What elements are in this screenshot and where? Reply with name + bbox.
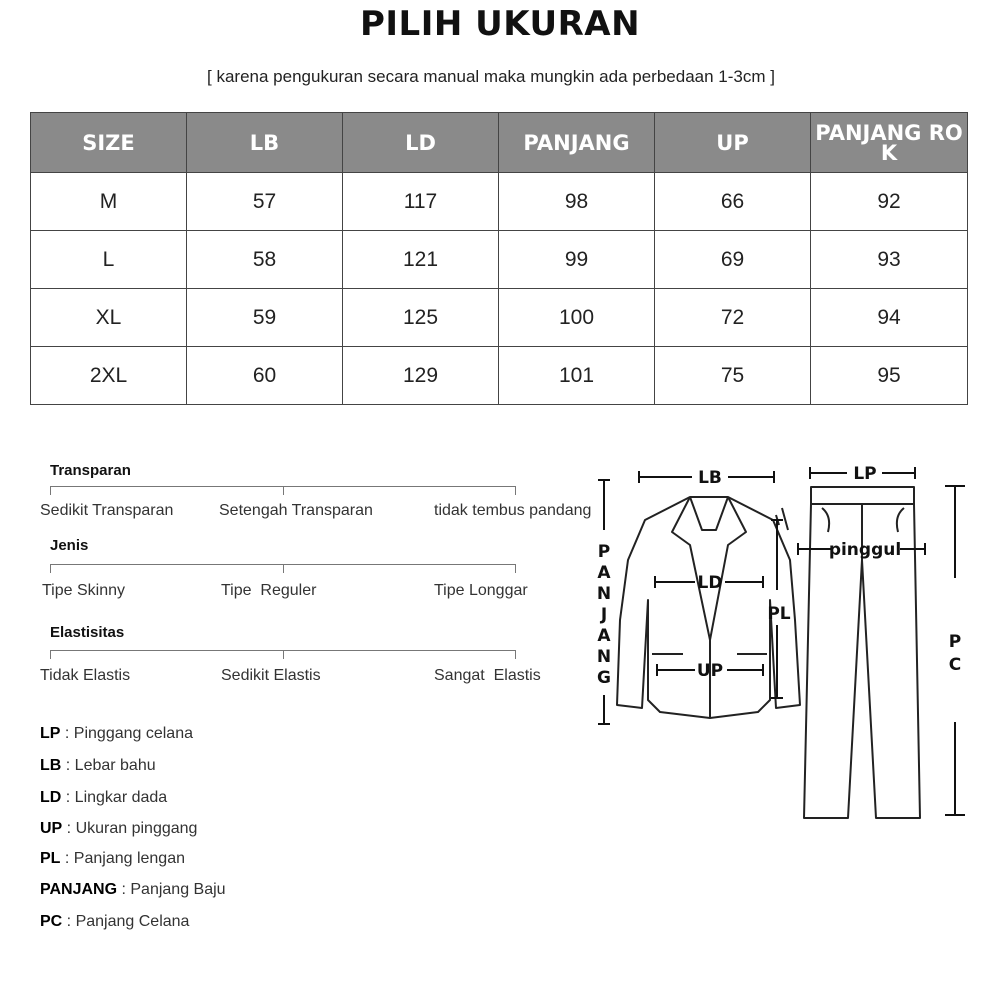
scale-tick (283, 650, 284, 659)
lb-label: LB (698, 468, 722, 488)
page-title: PILIH UKURAN (359, 4, 641, 44)
scale-tick (283, 564, 284, 573)
table-cell: 100 (499, 289, 655, 347)
scale-option-longgar: Tipe Longgar (434, 582, 528, 599)
table-cell: 94 (811, 289, 968, 347)
legend-item-pl: PL : Panjang lengan (40, 850, 185, 867)
legend-item-lp: LP : Pinggang celana (40, 725, 193, 742)
table-cell: 60 (187, 347, 343, 405)
trouser-outline (804, 487, 920, 818)
legend-item-ld: LD : Lingkar dada (40, 789, 168, 806)
table-cell: 59 (187, 289, 343, 347)
table-cell: 72 (655, 289, 811, 347)
table-cell: 101 (499, 347, 655, 405)
svg-text:A: A (597, 626, 611, 646)
table-cell: 69 (655, 231, 811, 289)
table-cell: 92 (811, 173, 968, 231)
svg-text:P: P (948, 632, 962, 652)
legend-item-panjang: PANJANG : Panjang Baju (40, 881, 226, 898)
lp-label: LP (853, 464, 877, 484)
table-cell: 93 (811, 231, 968, 289)
table-row (31, 173, 968, 231)
table-cell: 99 (499, 231, 655, 289)
table-header-row (31, 113, 968, 173)
svg-text:P: P (597, 542, 611, 562)
header-ld: LD (343, 113, 499, 173)
svg-text:N: N (596, 647, 612, 667)
scale-tick (515, 650, 516, 659)
table-cell: L (31, 231, 187, 289)
table-cell: XL (31, 289, 187, 347)
table-cell: 95 (811, 347, 968, 405)
legend-item-lb: LB : Lebar bahu (40, 757, 156, 774)
scale-tick (50, 564, 51, 573)
pc-label (949, 632, 961, 675)
header-lb: LB (187, 113, 343, 173)
table-row (31, 289, 968, 347)
scale-tick (50, 650, 51, 659)
svg-text:A: A (597, 563, 611, 583)
header-panjang-rok: PANJANG ROK (811, 113, 968, 173)
legend-item-up: UP : Ukuran pinggang (40, 820, 198, 837)
scale-option-tidak-tembus-pandang: tidak tembus pandang (434, 502, 592, 519)
scale-option-skinny: Tipe Skinny (42, 582, 125, 599)
table-cell: 66 (655, 173, 811, 231)
scale-title-transparan: Transparan (50, 462, 131, 479)
table-cell: M (31, 173, 187, 231)
measurement-diagram (590, 455, 990, 855)
table-cell: 75 (655, 347, 811, 405)
size-table (30, 112, 968, 405)
scale-option-sedikit-elastis: Sedikit Elastis (221, 667, 321, 684)
scale-tick (283, 486, 284, 495)
table-cell: 125 (343, 289, 499, 347)
pinggul-label: pinggul (828, 540, 902, 560)
table-cell: 121 (343, 231, 499, 289)
table-row (31, 231, 968, 289)
scale-option-sangat-elastis: Sangat Elastis (434, 667, 541, 684)
header-size: SIZE (31, 113, 187, 173)
table-cell: 57 (187, 173, 343, 231)
svg-text:J: J (600, 605, 608, 625)
svg-text:G: G (597, 668, 611, 688)
table-cell: 2XL (31, 347, 187, 405)
scale-title-elastisitas: Elastisitas (50, 624, 125, 641)
ld-label: LD (697, 573, 723, 593)
pl-label: PL (767, 604, 791, 624)
scale-tick (515, 486, 516, 495)
measurement-note: [ karena pengukuran secara manual maka mungkin ada perbedaan 1-3cm ] (207, 67, 775, 86)
svg-text:N: N (596, 584, 612, 604)
table-cell: 58 (187, 231, 343, 289)
scale-tick (50, 486, 51, 495)
header-panjang: PANJANG (499, 113, 655, 173)
scale-option-setengah-transparan: Setengah Transparan (219, 502, 373, 519)
scale-tick (515, 564, 516, 573)
table-cell: 98 (499, 173, 655, 231)
scale-title-jenis: Jenis (50, 537, 89, 554)
scale-option-reguler: Tipe Reguler (221, 582, 317, 599)
table-row (31, 347, 968, 405)
table-cell: 117 (343, 173, 499, 231)
scale-option-sedikit-transparan: Sedikit Transparan (40, 502, 174, 519)
svg-text:C: C (948, 655, 962, 675)
table-cell: 129 (343, 347, 499, 405)
header-up: UP (655, 113, 811, 173)
up-label: UP (696, 661, 724, 681)
legend-item-pc: PC : Panjang Celana (40, 913, 190, 930)
scale-option-tidak-elastis: Tidak Elastis (40, 667, 131, 684)
panjang-label (597, 542, 612, 688)
